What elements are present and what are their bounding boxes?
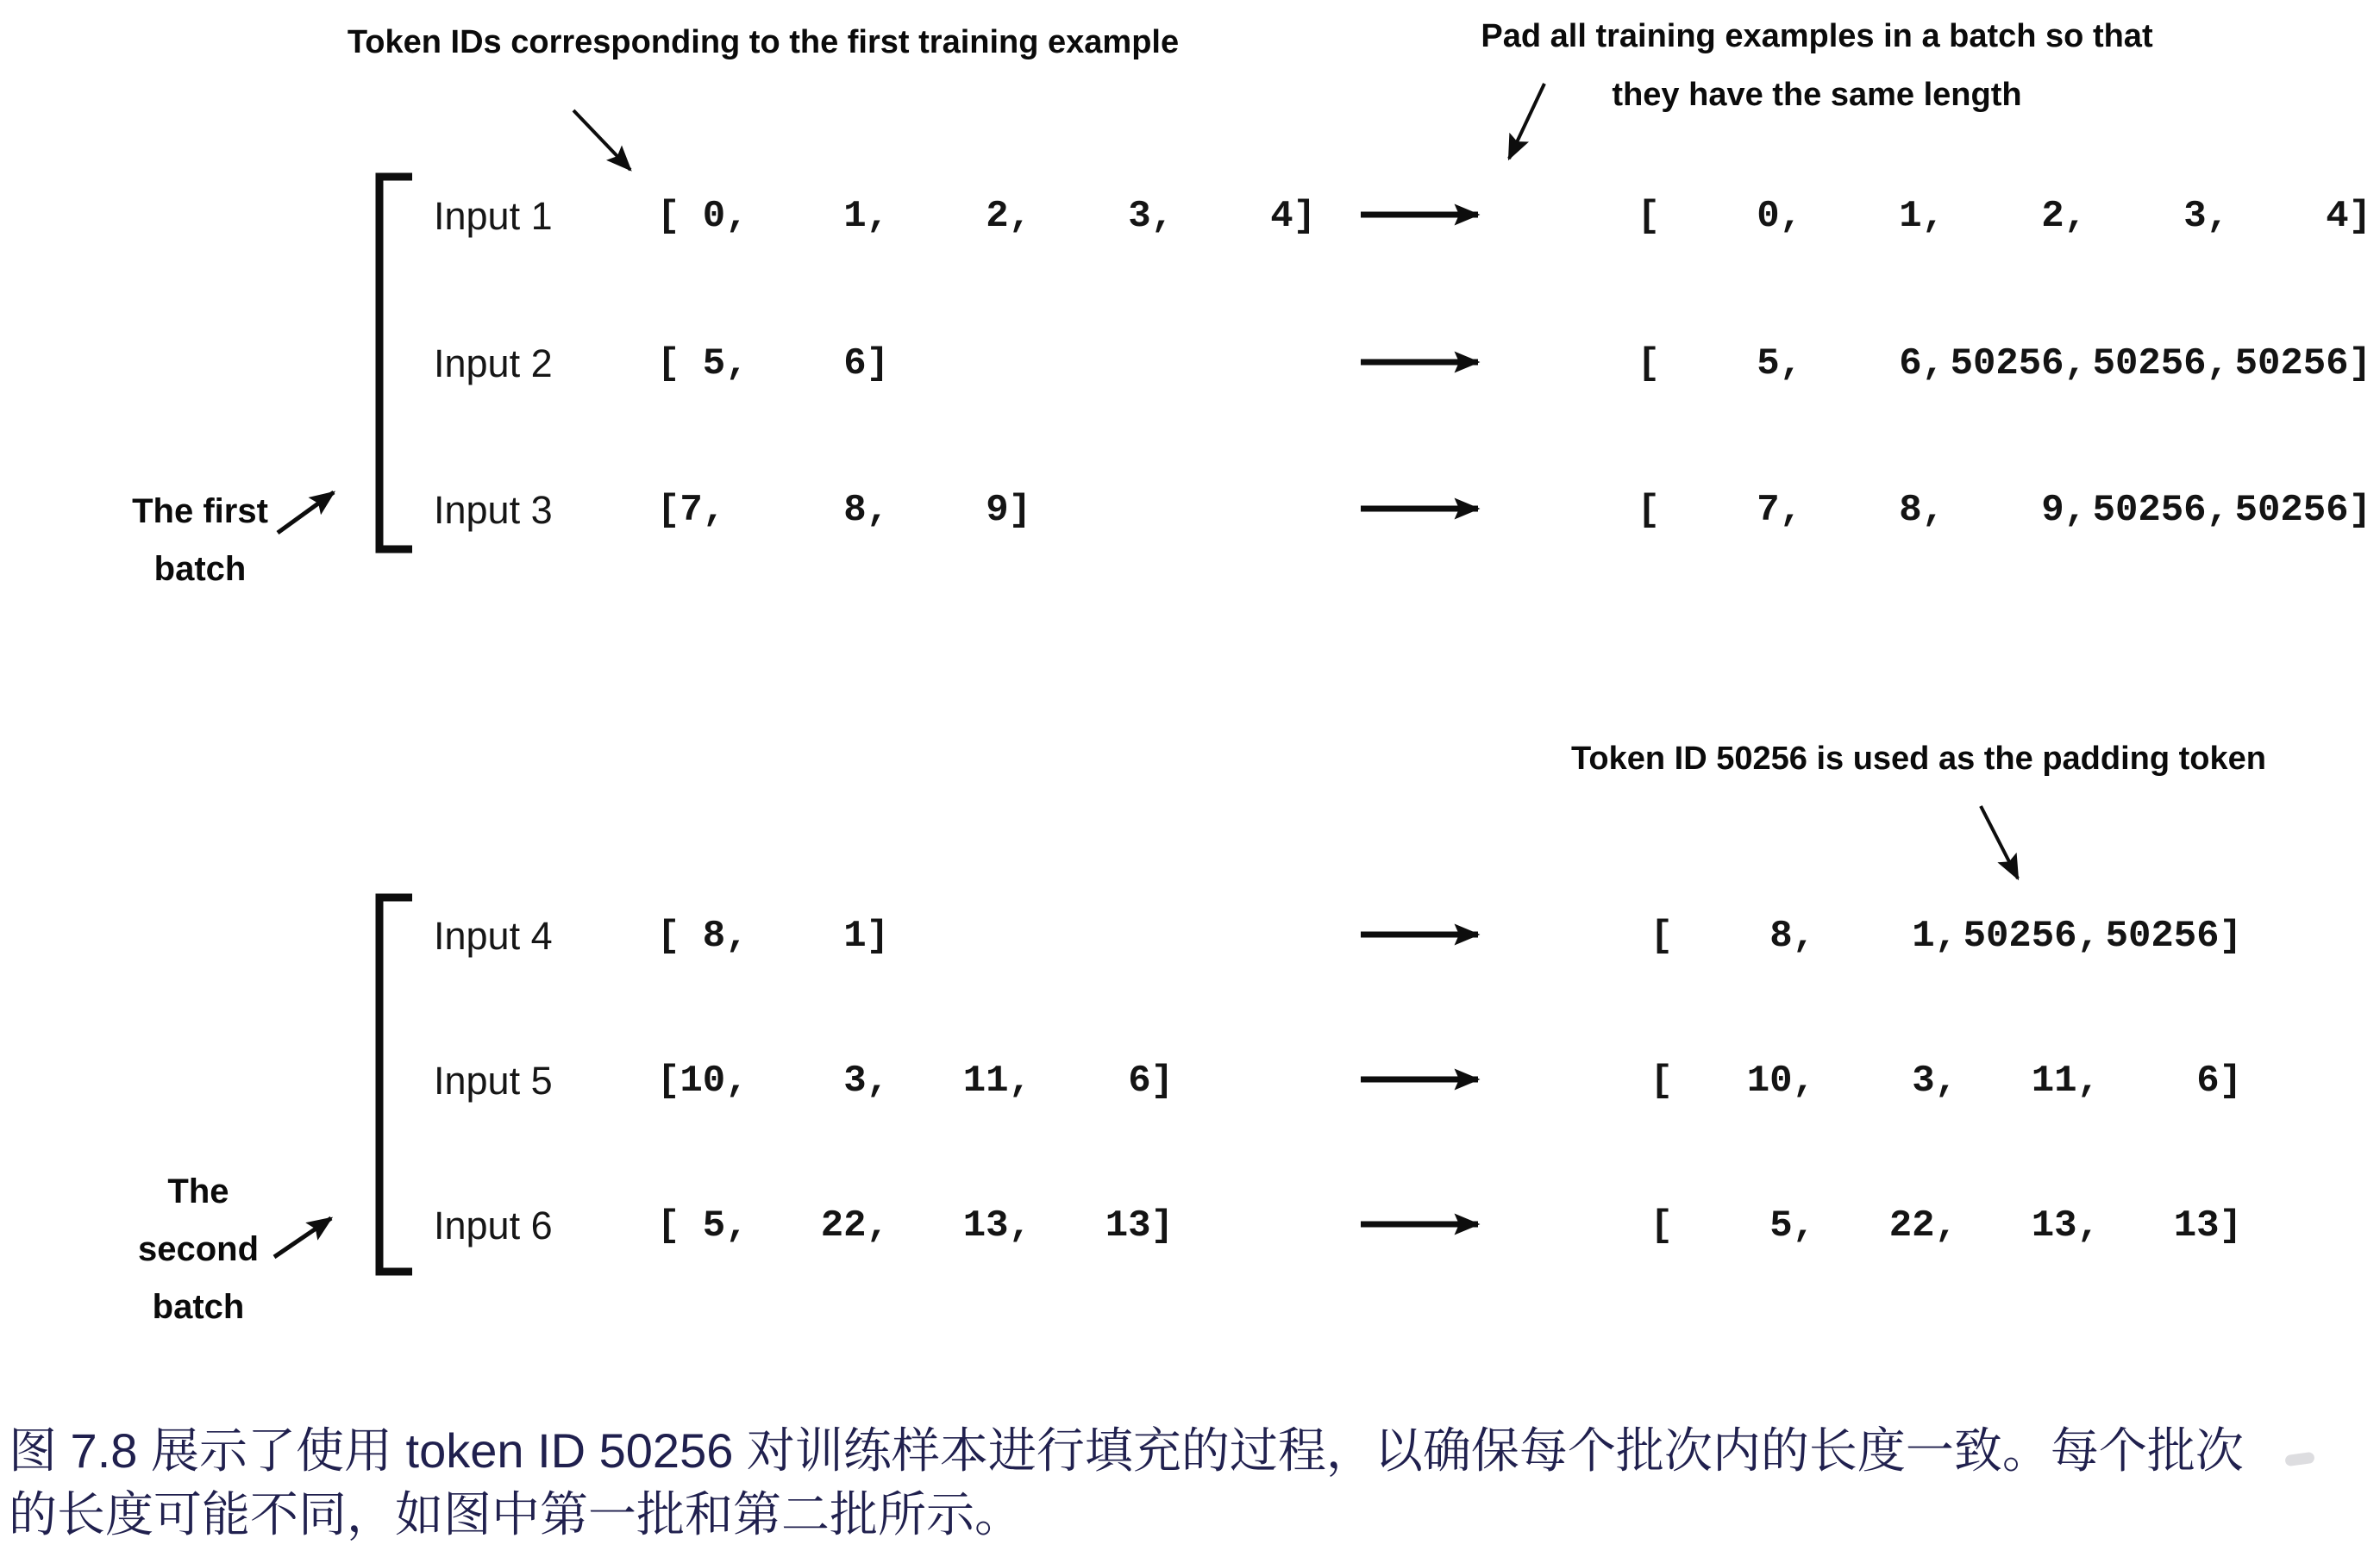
token: [ 8, (657, 915, 748, 958)
input-4-tokens (657, 910, 889, 962)
token: [7, (657, 489, 726, 532)
token: 50256] (2234, 489, 2371, 532)
input-3-label: Input 3 (434, 488, 553, 532)
input-6-tokens (657, 1200, 1174, 1252)
token: 1, (1899, 195, 1945, 238)
token: 3, (1128, 195, 1174, 238)
first-batch-label (132, 483, 268, 598)
token: [ 0, (657, 195, 748, 238)
caption (9, 1419, 2244, 1547)
token: 9, (2041, 489, 2087, 532)
input-5-tokens (657, 1055, 1174, 1107)
input-6-padded (1633, 1200, 2242, 1252)
token: 10, (1746, 1060, 1815, 1103)
token: 3, (843, 1060, 889, 1103)
second-batch-label-line3: batch (152, 1288, 245, 1326)
input-6-label: Input 6 (434, 1204, 553, 1247)
token: 1, (1912, 915, 1957, 958)
annotation-token-ids: Token IDs corresponding to the first training example (347, 24, 1180, 60)
input-2-label: Input 2 (434, 341, 553, 385)
input-1-padded (1620, 191, 2371, 242)
input-3-tokens (657, 485, 1031, 536)
token: 3, (2183, 195, 2229, 238)
token: 50256] (2234, 342, 2371, 385)
token: [ (1637, 489, 1660, 532)
input-1-label: Input 1 (434, 194, 553, 238)
token: 8, (1769, 915, 1815, 958)
token: 6] (1128, 1060, 1174, 1103)
token: [ (1637, 342, 1660, 385)
token: 22, (820, 1204, 889, 1247)
caption-line2: 的长度可能不同，如图中第一批和第二批所示。 (9, 1487, 1023, 1541)
annotation-pad (1481, 7, 2152, 124)
token: 6, (1899, 342, 1945, 385)
annotation-pad-line2: they have the same length (1612, 77, 2022, 113)
token: [ 5, (657, 1204, 748, 1247)
token: 50256, (2092, 342, 2229, 385)
token: 13] (1105, 1204, 1174, 1247)
token: 11, (962, 1060, 1031, 1103)
second-batch-bracket (379, 897, 412, 1272)
input-4-padded (1633, 910, 2242, 962)
token: 50256, (1963, 915, 2100, 958)
input-1-tokens (657, 191, 1316, 242)
second-batch-label-line2: second (137, 1230, 260, 1268)
input-2-tokens (657, 338, 889, 390)
token: 1] (843, 915, 889, 958)
token: 3, (1912, 1060, 1957, 1103)
token: [ (1650, 1060, 1673, 1103)
token: 50256] (2105, 915, 2242, 958)
first-batch-label-arrow (278, 492, 334, 533)
token: 6] (2196, 1060, 2242, 1103)
first-batch-bracket (379, 177, 412, 549)
token: 1, (843, 195, 889, 238)
second-batch-label-line1: The (167, 1172, 229, 1210)
first-batch-label-line1: The first (132, 492, 268, 530)
caption-line1: 图 7.8 展示了使用 token ID 50256 对训练样本进行填充的过程，以确保每个批次内的长度一致。每个批次 (9, 1423, 2244, 1478)
token: 9] (986, 489, 1031, 532)
token: 13, (2031, 1204, 2100, 1247)
token: [ (1650, 915, 1673, 958)
token: 50256, (1950, 342, 2087, 385)
token: 8, (843, 489, 889, 532)
token: 50256, (2092, 489, 2229, 532)
token: [ (1637, 195, 1660, 238)
annotation-pad-line1: Pad all training examples in a batch so that (1481, 18, 2153, 54)
token: [ (1650, 1204, 1673, 1247)
token: 4] (1270, 195, 1316, 238)
token: 4] (2326, 195, 2371, 238)
token: 8, (1899, 489, 1945, 532)
token: 5, (1757, 342, 1802, 385)
token: 6] (843, 342, 889, 385)
second-batch-label (138, 1163, 259, 1336)
token: [10, (657, 1060, 748, 1103)
token-ids-annotation-arrow (573, 110, 630, 170)
input-5-padded (1633, 1055, 2242, 1107)
first-batch-label-line2: batch (153, 550, 247, 588)
token: 2, (986, 195, 1031, 238)
token: [ 5, (657, 342, 748, 385)
input-4-label: Input 4 (434, 914, 553, 958)
token: 5, (1769, 1204, 1815, 1247)
padding-token-annotation-arrow (1981, 806, 2018, 879)
input-3-padded (1620, 485, 2371, 536)
token: 7, (1757, 489, 1802, 532)
input-5-label: Input 5 (434, 1059, 553, 1103)
token: 0, (1757, 195, 1802, 238)
token: 13, (962, 1204, 1031, 1247)
second-batch-label-arrow (274, 1218, 331, 1257)
token: 22, (1888, 1204, 1957, 1247)
annotation-padding-token: Token ID 50256 is used as the padding token (1571, 741, 2266, 777)
input-2-padded (1620, 338, 2371, 390)
token: 13] (2173, 1204, 2242, 1247)
token: 2, (2041, 195, 2087, 238)
token: 11, (2031, 1060, 2100, 1103)
